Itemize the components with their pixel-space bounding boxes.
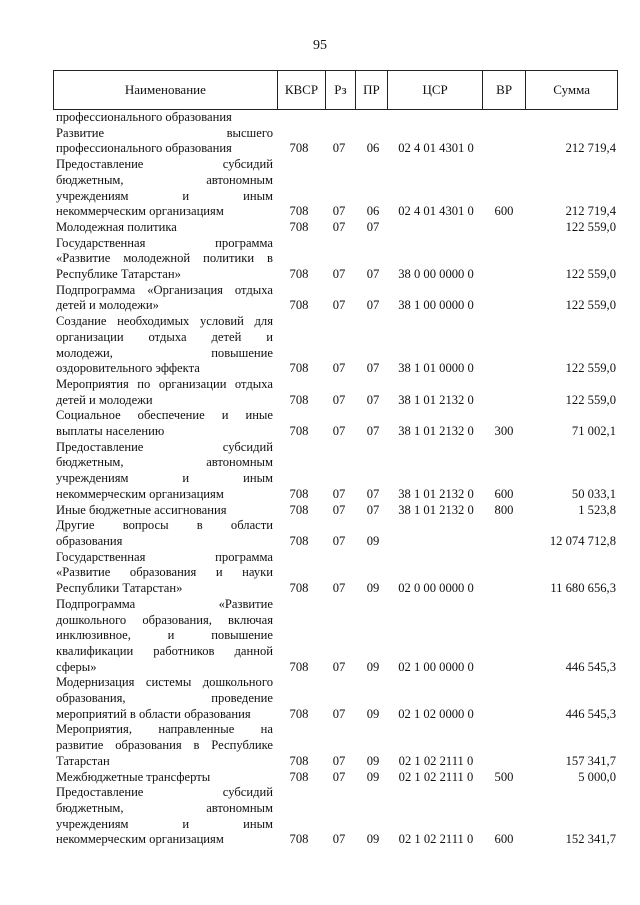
- cell-vr: 600: [494, 832, 514, 847]
- row-name-line: детей и молодежи»: [56, 298, 159, 313]
- cell-csr: 02 1 02 2111 0: [398, 753, 474, 768]
- cell-pr: 07: [366, 502, 380, 517]
- cell-kvsr: 708: [289, 486, 309, 501]
- row-name-line: бюджетным, автономным: [56, 455, 273, 470]
- cell-pr: 09: [366, 659, 380, 674]
- row-name-line: Предоставление субсидий: [56, 785, 273, 800]
- cell-rz: 07: [332, 753, 346, 768]
- cell-kvsr: 708: [289, 502, 309, 517]
- header-name: Наименование: [54, 71, 278, 109]
- cell-pr: 06: [366, 204, 380, 219]
- table-header: [53, 70, 618, 110]
- row-name: [56, 675, 273, 722]
- row-name-line: Татарстан: [56, 753, 110, 768]
- cell-sum: 212 719,4: [565, 204, 616, 219]
- row-name: [56, 503, 273, 519]
- cell-sum: 122 559,0: [565, 361, 616, 376]
- row-name-line: Создание необходимых условий для: [56, 314, 273, 329]
- table-row: [56, 110, 616, 126]
- header-csr: ЦСР: [388, 71, 483, 109]
- cell-csr: 02 4 01 4301 0: [398, 204, 474, 219]
- row-name-line: дошкольного образования, включая: [56, 612, 273, 627]
- row-name-line: Государственная программа: [56, 235, 273, 250]
- cell-rz: 07: [332, 706, 346, 721]
- cell-kvsr: 708: [289, 219, 309, 234]
- row-name-line: Мероприятия, направленные на: [56, 722, 273, 737]
- cell-vr: 800: [494, 502, 514, 517]
- cell-sum: 122 559,0: [565, 219, 616, 234]
- table-row: [56, 236, 616, 283]
- row-name-line: Предоставление субсидий: [56, 439, 273, 454]
- row-name-line: учреждениям и иным: [56, 816, 273, 831]
- row-name-line: оздоровительного эффекта: [56, 361, 200, 376]
- cell-rz: 07: [332, 204, 346, 219]
- cell-kvsr: 708: [289, 424, 309, 439]
- cell-rz: 07: [332, 267, 346, 282]
- table-row: [56, 550, 616, 597]
- cell-csr: 02 1 02 0000 0: [398, 706, 474, 721]
- cell-rz: 07: [332, 581, 346, 596]
- cell-pr: 09: [366, 832, 380, 847]
- table-row: [56, 785, 616, 848]
- row-name-line: некоммерческим организациям: [56, 832, 224, 847]
- cell-pr: 06: [366, 141, 380, 156]
- row-name-line: учреждениям и иным: [56, 188, 273, 203]
- cell-sum: 446 545,3: [565, 706, 616, 721]
- cell-sum: 152 341,7: [565, 832, 616, 847]
- cell-kvsr: 708: [289, 267, 309, 282]
- table-row: [56, 722, 616, 769]
- row-name-line: профессионального образования: [56, 110, 232, 124]
- table-row: [56, 770, 616, 786]
- cell-sum: 1 523,8: [578, 502, 616, 517]
- row-name: [56, 283, 273, 314]
- cell-sum: 122 559,0: [565, 298, 616, 313]
- cell-rz: 07: [332, 141, 346, 156]
- cell-csr: 38 0 00 0000 0: [398, 267, 474, 282]
- row-name-line: «Развитие образования и науки: [56, 565, 273, 580]
- table-row: [56, 126, 616, 157]
- cell-vr: 300: [494, 424, 514, 439]
- row-name-line: детей и молодежи: [56, 392, 153, 407]
- cell-rz: 07: [332, 424, 346, 439]
- cell-rz: 07: [332, 502, 346, 517]
- row-name-line: учреждениям и иным: [56, 471, 273, 486]
- cell-pr: 07: [366, 267, 380, 282]
- row-name-line: Республики Татарстан»: [56, 581, 183, 596]
- cell-kvsr: 708: [289, 753, 309, 768]
- cell-sum: 5 000,0: [578, 769, 616, 784]
- header-vr: ВР: [483, 71, 526, 109]
- row-name-line: Предоставление субсидий: [56, 157, 273, 172]
- cell-sum: 157 341,7: [565, 753, 616, 768]
- cell-pr: 07: [366, 361, 380, 376]
- cell-rz: 07: [332, 298, 346, 313]
- cell-kvsr: 708: [289, 706, 309, 721]
- cell-sum: 446 545,3: [565, 659, 616, 674]
- cell-rz: 07: [332, 361, 346, 376]
- header-rz: Рз: [326, 71, 356, 109]
- row-name: [56, 518, 273, 549]
- row-name-line: Другие вопросы в области: [56, 518, 273, 533]
- row-name: [56, 597, 273, 676]
- table-row: [56, 408, 616, 439]
- row-name-line: Государственная программа: [56, 549, 273, 564]
- row-name: [56, 722, 273, 769]
- cell-csr: 02 1 02 2111 0: [398, 769, 474, 784]
- cell-kvsr: 708: [289, 298, 309, 313]
- cell-rz: 07: [332, 533, 346, 548]
- cell-csr: 02 4 01 4301 0: [398, 141, 474, 156]
- row-name-line: Мероприятия по организации отдыха: [56, 376, 273, 391]
- cell-kvsr: 708: [289, 204, 309, 219]
- row-name-line: образования: [56, 533, 123, 548]
- cell-vr: 600: [494, 486, 514, 501]
- table-row: [56, 675, 616, 722]
- row-name-line: молодежи, повышение: [56, 345, 273, 360]
- header-pr: ПР: [356, 71, 389, 109]
- row-name-line: бюджетным, автономным: [56, 172, 273, 187]
- cell-pr: 09: [366, 533, 380, 548]
- cell-kvsr: 708: [289, 832, 309, 847]
- table-row: [56, 377, 616, 408]
- row-name-line: «Развитие молодежной политики в: [56, 251, 273, 266]
- cell-kvsr: 708: [289, 392, 309, 407]
- cell-pr: 07: [366, 424, 380, 439]
- row-name-line: некоммерческим организациям: [56, 204, 224, 219]
- row-name-line: образования, проведение: [56, 691, 273, 706]
- table-row: [56, 503, 616, 519]
- row-name: [56, 126, 273, 157]
- row-name-line: Подпрограмма «Организация отдыха: [56, 282, 273, 297]
- header-sum: Сумма: [526, 71, 618, 109]
- cell-pr: 07: [366, 219, 380, 234]
- cell-sum: 50 033,1: [571, 486, 616, 501]
- row-name: [56, 440, 273, 503]
- cell-pr: 09: [366, 769, 380, 784]
- row-name-line: бюджетным, автономным: [56, 800, 273, 815]
- row-name: [56, 377, 273, 408]
- page-number: 95: [313, 38, 327, 53]
- row-name: [56, 408, 273, 439]
- row-name-line: профессионального образования: [56, 141, 232, 156]
- cell-pr: 07: [366, 298, 380, 313]
- row-name-line: развитие образования в Республике: [56, 738, 273, 753]
- row-name-line: Развитие высшего: [56, 125, 273, 140]
- row-name-line: Иные бюджетные ассигнования: [56, 502, 227, 517]
- cell-csr: 02 0 00 0000 0: [398, 581, 474, 596]
- cell-pr: 09: [366, 581, 380, 596]
- cell-sum: 122 559,0: [565, 392, 616, 407]
- cell-csr: 38 1 00 0000 0: [398, 298, 474, 313]
- row-name-line: инклюзивное, и повышение: [56, 628, 273, 643]
- cell-vr: 500: [494, 769, 514, 784]
- cell-pr: 07: [366, 486, 380, 501]
- header-kvsr: КВСР: [278, 71, 326, 109]
- row-name-line: организации отдыха детей и: [56, 329, 273, 344]
- cell-sum: 212 719,4: [565, 141, 616, 156]
- table-row: [56, 314, 616, 377]
- row-name-line: Подпрограмма «Развитие: [56, 596, 273, 611]
- cell-rz: 07: [332, 769, 346, 784]
- cell-pr: 09: [366, 753, 380, 768]
- cell-sum: 12 074 712,8: [549, 533, 616, 548]
- row-name-line: мероприятий в области образования: [56, 706, 251, 721]
- cell-csr: 38 1 01 2132 0: [398, 502, 474, 517]
- cell-sum: 11 680 656,3: [550, 581, 616, 596]
- row-name: [56, 314, 273, 377]
- cell-pr: 07: [366, 392, 380, 407]
- cell-kvsr: 708: [289, 659, 309, 674]
- table-body: [56, 110, 616, 848]
- table-row: [56, 440, 616, 503]
- cell-rz: 07: [332, 486, 346, 501]
- row-name-line: сферы»: [56, 659, 97, 674]
- cell-rz: 07: [332, 392, 346, 407]
- cell-rz: 07: [332, 832, 346, 847]
- cell-kvsr: 708: [289, 533, 309, 548]
- table-row: [56, 220, 616, 236]
- cell-csr: 38 1 01 2132 0: [398, 392, 474, 407]
- cell-csr: 38 1 01 2132 0: [398, 424, 474, 439]
- row-name-line: Социальное обеспечение и иные: [56, 408, 273, 423]
- row-name-line: Модернизация системы дошкольного: [56, 675, 273, 690]
- cell-kvsr: 708: [289, 141, 309, 156]
- table-row: [56, 157, 616, 220]
- cell-sum: 122 559,0: [565, 267, 616, 282]
- cell-csr: 02 1 02 2111 0: [398, 832, 474, 847]
- cell-csr: 38 1 01 2132 0: [398, 486, 474, 501]
- row-name: [56, 785, 273, 848]
- table-row: [56, 597, 616, 676]
- cell-vr: 600: [494, 204, 514, 219]
- row-name-line: Молодежная политика: [56, 219, 177, 234]
- cell-kvsr: 708: [289, 581, 309, 596]
- table-row: [56, 518, 616, 549]
- row-name-line: выплаты населению: [56, 424, 165, 439]
- cell-rz: 07: [332, 219, 346, 234]
- row-name: [56, 157, 273, 220]
- cell-csr: 38 1 01 0000 0: [398, 361, 474, 376]
- row-name: [56, 550, 273, 597]
- row-name-line: некоммерческим организациям: [56, 486, 224, 501]
- row-name: [56, 220, 273, 236]
- cell-pr: 09: [366, 706, 380, 721]
- row-name-line: Республике Татарстан»: [56, 267, 181, 282]
- cell-kvsr: 708: [289, 361, 309, 376]
- cell-csr: 02 1 00 0000 0: [398, 659, 474, 674]
- row-name: [56, 770, 273, 786]
- row-name: [56, 110, 273, 126]
- table-row: [56, 283, 616, 314]
- cell-sum: 71 002,1: [571, 424, 616, 439]
- cell-rz: 07: [332, 659, 346, 674]
- row-name-line: квалификации работников данной: [56, 643, 273, 658]
- row-name: [56, 236, 273, 283]
- row-name-line: Межбюджетные трансферты: [56, 769, 211, 784]
- cell-kvsr: 708: [289, 769, 309, 784]
